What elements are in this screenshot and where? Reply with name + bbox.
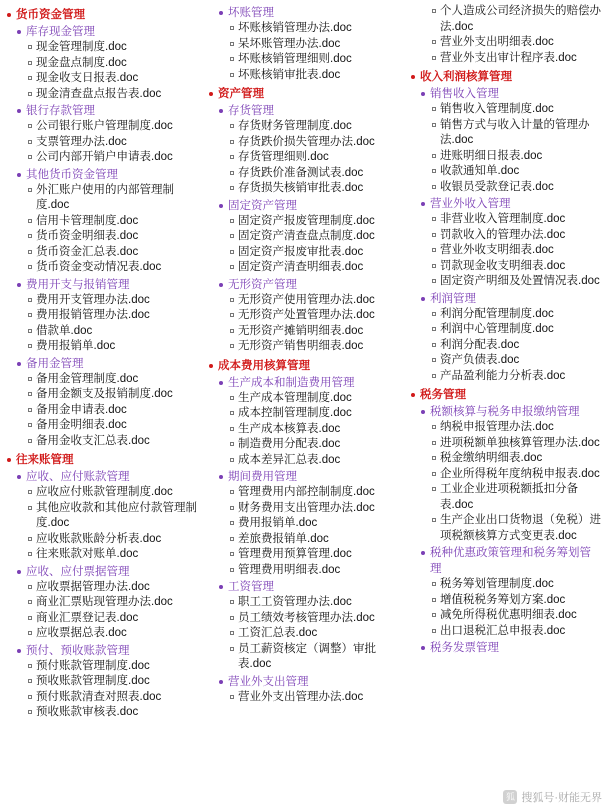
document-item[interactable]: 利润分配表.doc [408, 338, 602, 354]
document-item[interactable]: 员工薪资核定（调整）审批表.doc [206, 642, 400, 673]
document-item[interactable]: 员工绩效考核管理办法.doc [206, 611, 400, 627]
document-item[interactable]: 营业外支出明细表.doc [408, 35, 602, 51]
document-item[interactable]: 工资汇总表.doc [206, 626, 400, 642]
document-item[interactable]: 固定资产报废审批表.doc [206, 245, 400, 261]
document-item[interactable]: 生产企业出口货物退（免税）进项税额核算方式变更表.doc [408, 513, 602, 544]
document-item[interactable]: 营业外收支明细表.doc [408, 243, 602, 259]
subcategory-heading: 期间费用管理 [206, 469, 400, 485]
document-item[interactable]: 非营业收入管理制度.doc [408, 212, 602, 228]
document-item[interactable]: 企业所得税年度纳税申报表.doc [408, 467, 602, 483]
document-item[interactable]: 罚款收入的管理办法.doc [408, 228, 602, 244]
document-item[interactable]: 应收票据总表.doc [4, 626, 198, 642]
subcategory-heading: 应收、应付票据管理 [4, 564, 198, 580]
document-item[interactable]: 资产负债表.doc [408, 353, 602, 369]
subcategory-heading: 营业外支出管理 [206, 674, 400, 690]
subcategory-heading: 银行存款管理 [4, 103, 198, 119]
document-item[interactable]: 货币资金变动情况表.doc [4, 260, 198, 276]
document-item[interactable]: 工业企业进项税额抵扣分备表.doc [408, 482, 602, 513]
document-item[interactable]: 信用卡管理制度.doc [4, 214, 198, 230]
subcategory-heading: 应收、应付账款管理 [4, 469, 198, 485]
document-item[interactable]: 费用报销单.doc [206, 516, 400, 532]
document-item[interactable]: 固定资产清查盘点制度.doc [206, 229, 400, 245]
document-item[interactable]: 收银员受款登记表.doc [408, 180, 602, 196]
columns-container [0, 4, 608, 721]
document-item[interactable]: 存货损失核销审批表.doc [206, 181, 400, 197]
subcategory-heading: 税种优惠政策管理和税务筹划管理 [408, 545, 602, 577]
document-item[interactable]: 出口退税汇总申报表.doc [408, 624, 602, 640]
document-item[interactable]: 管理费用预算管理.doc [206, 547, 400, 563]
document-item[interactable]: 制造费用分配表.doc [206, 437, 400, 453]
document-item[interactable]: 坏账核销管理办法.doc [206, 21, 400, 37]
category-heading: 成本费用核算管理 [206, 358, 400, 374]
document-item[interactable]: 备用金明细表.doc [4, 418, 198, 434]
watermark-text: 搜狐号·财能无界 [521, 792, 602, 804]
document-item[interactable]: 商业汇票登记表.doc [4, 611, 198, 627]
document-item[interactable]: 财务费用支出管理办法.doc [206, 501, 400, 517]
document-item[interactable]: 坏账核销管理细则.doc [206, 52, 400, 68]
category-heading: 收入利润核算管理 [408, 69, 602, 85]
document-item[interactable]: 收款通知单.doc [408, 164, 602, 180]
document-item[interactable]: 成本控制管理制度.doc [206, 406, 400, 422]
document-item[interactable]: 呆坏账管理办法.doc [206, 37, 400, 53]
document-item[interactable]: 应收票据管理办法.doc [4, 580, 198, 596]
document-item[interactable]: 预收账款审核表.doc [4, 705, 198, 721]
document-item[interactable]: 增值税税务筹划方案.doc [408, 593, 602, 609]
document-item[interactable]: 其他应收款和其他应付款管理制度.doc [4, 501, 198, 532]
document-item[interactable]: 利润中心管理制度.doc [408, 322, 602, 338]
document-item[interactable]: 公司内部开销户申请表.doc [4, 150, 198, 166]
column-2 [202, 4, 404, 705]
subcategory-heading: 无形资产管理 [206, 277, 400, 293]
document-item[interactable]: 减免所得税优惠明细表.doc [408, 608, 602, 624]
document-item[interactable]: 管理费用内部控制制度.doc [206, 485, 400, 501]
document-item[interactable]: 现金清查盘点报告表.doc [4, 87, 198, 103]
document-item[interactable]: 销售方式与收入计量的管理办法.doc [408, 118, 602, 149]
document-item[interactable]: 无形资产使用管理办法.doc [206, 293, 400, 309]
watermark [503, 789, 602, 805]
document-item[interactable]: 备用金管理制度.doc [4, 372, 198, 388]
subcategory-heading: 坏账管理 [206, 5, 400, 21]
document-item[interactable]: 固定资产明细及处置情况表.doc [408, 274, 602, 290]
document-item[interactable]: 无形资产摊销明细表.doc [206, 324, 400, 340]
document-item[interactable]: 固定资产清查明细表.doc [206, 260, 400, 276]
document-item[interactable]: 备用金额支及报销制度.doc [4, 387, 198, 403]
document-item[interactable]: 费用开支管理办法.doc [4, 293, 198, 309]
document-item[interactable]: 应收账款账龄分析表.doc [4, 532, 198, 548]
subcategory-heading: 备用金管理 [4, 356, 198, 372]
document-item[interactable]: 个人造成公司经济损失的赔偿办法.doc [408, 4, 602, 35]
document-item[interactable]: 应收应付账款管理制度.doc [4, 485, 198, 501]
document-item[interactable]: 外汇账户使用的内部管理制度.doc [4, 183, 198, 214]
subcategory-heading: 销售收入管理 [408, 86, 602, 102]
document-item[interactable]: 支票管理办法.doc [4, 135, 198, 151]
document-item[interactable]: 固定资产报废管理制度.doc [206, 214, 400, 230]
document-item[interactable]: 罚款现金收支明细表.doc [408, 259, 602, 275]
subcategory-heading: 工资管理 [206, 579, 400, 595]
document-item[interactable]: 存货财务管理制度.doc [206, 119, 400, 135]
document-item[interactable]: 职工工资管理办法.doc [206, 595, 400, 611]
subcategory-heading: 费用开支与报销管理 [4, 277, 198, 293]
subcategory-heading: 税务发票管理 [408, 640, 602, 656]
document-item[interactable]: 货币资金汇总表.doc [4, 245, 198, 261]
list-column-2 [206, 5, 400, 705]
document-item[interactable]: 预收账款管理制度.doc [4, 674, 198, 690]
category-heading: 货币资金管理 [4, 7, 198, 23]
list-column-3 [408, 4, 602, 656]
document-item[interactable]: 商业汇票贴现管理办法.doc [4, 595, 198, 611]
subcategory-heading: 利润管理 [408, 291, 602, 307]
document-item[interactable]: 借款单.doc [4, 324, 198, 340]
document-item[interactable]: 无形资产处置管理办法.doc [206, 308, 400, 324]
document-item[interactable]: 销售收入管理制度.doc [408, 102, 602, 118]
subcategory-heading: 库存现金管理 [4, 24, 198, 40]
document-item[interactable]: 现金管理制度.doc [4, 40, 198, 56]
subcategory-heading: 税额核算与税务申报缴纳管理 [408, 404, 602, 420]
column-3 [404, 4, 606, 656]
document-item[interactable]: 存货跌价损失管理办法.doc [206, 135, 400, 151]
document-item[interactable]: 生产成本管理制度.doc [206, 391, 400, 407]
subcategory-heading: 其他货币资金管理 [4, 167, 198, 183]
subcategory-heading: 生产成本和制造费用管理 [206, 375, 400, 391]
list-column-1 [4, 7, 198, 721]
document-item[interactable]: 税金缴纳明细表.doc [408, 451, 602, 467]
document-item[interactable]: 税务筹划管理制度.doc [408, 577, 602, 593]
document-item[interactable]: 费用报销单.doc [4, 339, 198, 355]
category-heading: 资产管理 [206, 86, 400, 102]
document-item[interactable]: 营业外支出审计程序表.doc [408, 51, 602, 67]
document-item[interactable]: 现金收支日报表.doc [4, 71, 198, 87]
document-item[interactable]: 往来账款对账单.doc [4, 547, 198, 563]
document-item[interactable]: 进账明细日报表.doc [408, 149, 602, 165]
column-1 [0, 4, 202, 721]
document-item[interactable]: 货币资金明细表.doc [4, 229, 198, 245]
document-item[interactable]: 纳税申报管理办法.doc [408, 420, 602, 436]
document-item[interactable]: 存货跌价准备测试表.doc [206, 166, 400, 182]
document-item[interactable]: 营业外支出管理办法.doc [206, 690, 400, 706]
subcategory-heading: 预付、预收账款管理 [4, 643, 198, 659]
document-item[interactable]: 费用报销管理办法.doc [4, 308, 198, 324]
subcategory-heading: 营业外收入管理 [408, 196, 602, 212]
document-item[interactable]: 现金盘点制度.doc [4, 56, 198, 72]
document-item[interactable]: 进项税额单独核算管理办法.doc [408, 436, 602, 452]
category-heading: 往来账管理 [4, 452, 198, 468]
document-item[interactable]: 差旅费报销单.doc [206, 532, 400, 548]
sohu-logo-icon: 狐 [503, 790, 517, 804]
document-item[interactable]: 利润分配管理制度.doc [408, 307, 602, 323]
document-item[interactable]: 预付账款清查对照表.doc [4, 690, 198, 706]
document-item[interactable]: 产品盈利能力分析表.doc [408, 369, 602, 385]
document-item[interactable]: 预付账款管理制度.doc [4, 659, 198, 675]
document-item[interactable]: 存货管理细则.doc [206, 150, 400, 166]
subcategory-heading: 固定资产管理 [206, 198, 400, 214]
document-item[interactable]: 备用金收支汇总表.doc [4, 434, 198, 450]
document-item[interactable]: 管理费用明细表.doc [206, 563, 400, 579]
document-item[interactable]: 生产成本核算表.doc [206, 422, 400, 438]
document-item[interactable]: 坏账核销审批表.doc [206, 68, 400, 84]
document-item[interactable]: 备用金申请表.doc [4, 403, 198, 419]
subcategory-heading: 存货管理 [206, 103, 400, 119]
document-item[interactable]: 成本差异汇总表.doc [206, 453, 400, 469]
category-heading: 税务管理 [408, 387, 602, 403]
document-item[interactable]: 无形资产销售明细表.doc [206, 339, 400, 355]
document-item[interactable]: 公司银行账户管理制度.doc [4, 119, 198, 135]
